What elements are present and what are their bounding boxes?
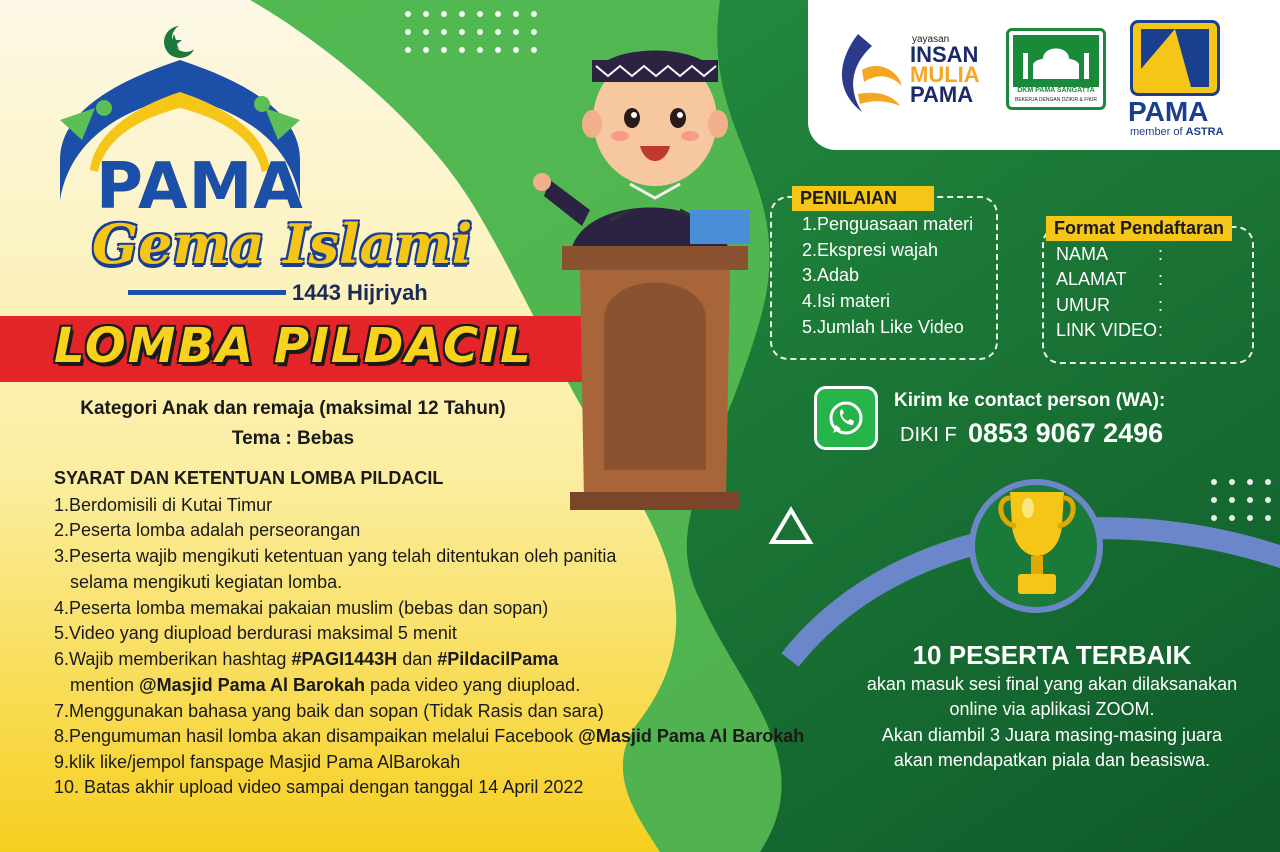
pama-astra-text: ASTRA (1185, 126, 1224, 138)
pama-member-label (1130, 126, 1224, 138)
penilaian-item: 5.Jumlah Like Video (802, 317, 964, 337)
category-text: Kategori Anak dan remaja (maksimal 12 Tahun) (80, 398, 506, 419)
format-field-age: UMUR (1056, 295, 1110, 315)
dkm-title: DKM PAMA SANGATTA (1017, 87, 1095, 94)
mention: @Masjid Pama Al Barokah (578, 726, 805, 746)
rule-item: 7.Menggunakan bahasa yang baik dan sopan (Tidak Rasis dan sara) (54, 701, 604, 721)
trophy-icon (996, 486, 1078, 600)
pama-logo (1130, 20, 1220, 96)
format-separator: : (1158, 320, 1164, 340)
rule-item: 5.Video yang diupload berdurasi maksimal 5 menit (54, 623, 457, 643)
format-separator: : (1158, 295, 1164, 315)
rule-text: 6.Wajib memberikan hashtag (54, 649, 292, 669)
whatsapp-icon (814, 386, 878, 450)
format-title: Format Pendaftaran (1046, 216, 1232, 241)
best-title: 10 PESERTA TERBAIK (912, 640, 1192, 670)
contact-label: Kirim ke contact person (WA): (894, 390, 1166, 411)
penilaian-title: PENILAIAN (792, 186, 934, 211)
rule-text: pada video yang diupload. (365, 675, 581, 695)
mosque-icon (1013, 35, 1099, 87)
rule-item-hashtag (54, 649, 558, 670)
logo-year: 1443 Hijriyah (292, 280, 428, 305)
yayasan-small-label: yayasan (912, 34, 950, 45)
whatsapp-glyph-icon (827, 399, 865, 437)
rule-item-facebook (54, 726, 804, 747)
star-crescent-icon (160, 22, 200, 62)
best-line: Akan diambil 3 Juara masing-masing juara (881, 725, 1223, 745)
rule-item: 9.klik like/jempol fanspage Masjid Pama AlBarokah (54, 752, 461, 772)
rule-item: 2.Peserta lomba adalah perseorangan (54, 520, 361, 540)
hashtag: #PAGI1443H (291, 649, 398, 669)
logo-divider (128, 290, 286, 295)
dkm-tagline: BEKERJA DENGAN DZIKIR & FIKIR (1015, 97, 1097, 103)
rule-text: dan (397, 649, 438, 669)
format-separator: : (1158, 244, 1164, 264)
best-line: akan masuk sesi final yang akan dilaksanakan (866, 674, 1238, 694)
rule-item-continued: selama mengikuti kegiatan lomba. (70, 572, 343, 592)
yayasan-line-pama: PAMA (910, 82, 974, 107)
format-field-video: LINK VIDEO (1056, 320, 1158, 340)
pama-emblem-icon (1141, 29, 1209, 87)
logo-event-title: Gema Islami (92, 212, 473, 276)
rule-text: mention (70, 675, 140, 695)
penilaian-item: 1.Penguasaan materi (802, 214, 974, 234)
rule-item: 4.Peserta lomba memakai pakaian muslim (bebas dan sopan) (54, 598, 549, 618)
best-line: online via aplikasi ZOOM. (949, 699, 1155, 719)
penilaian-item: 4.Isi materi (802, 291, 891, 311)
insan-mulia-logo-icon (828, 30, 906, 114)
rule-item: 3.Peserta wajib mengikuti ketentuan yang telah ditentukan oleh panitia (54, 546, 617, 566)
format-separator: : (1158, 269, 1164, 289)
pama-wordmark: PAMA (1128, 96, 1209, 127)
hashtag: #PildacilPama (437, 649, 559, 669)
triangle-icon (768, 506, 814, 546)
contact-name: DIKI F (900, 424, 957, 446)
penilaian-item: 2.Ekspresi wajah (802, 240, 939, 260)
pama-member-text: member of (1130, 126, 1186, 138)
rule-text: 8.Pengumuman hasil lomba akan disampaikan melalui Facebook (54, 726, 579, 746)
penilaian-item: 3.Adab (802, 265, 860, 285)
dkm-logo (1006, 28, 1106, 110)
mention: @Masjid Pama Al Barokah (139, 675, 366, 695)
theme-text: Tema : Bebas (231, 428, 355, 449)
format-field-name: NAMA (1056, 244, 1109, 264)
rule-item: 1.Berdomisili di Kutai Timur (54, 495, 273, 515)
logo-brand: PAMA (96, 150, 304, 224)
rule-item: 10. Batas akhir upload video sampai dengan tanggal 14 April 2022 (54, 777, 584, 797)
best-line: akan mendapatkan piala dan beasiswa. (893, 750, 1211, 770)
yayasan-line-mulia: MULIA (910, 62, 980, 87)
yayasan-line-insan: INSAN (910, 42, 979, 67)
format-field-address: ALAMAT (1056, 269, 1127, 289)
rules-heading: SYARAT DAN KETENTUAN LOMBA PILDACIL (54, 468, 444, 488)
rule-item-mention (70, 675, 580, 696)
contact-phone: 0853 9067 2496 (968, 418, 1164, 448)
preacher-illustration (530, 20, 770, 515)
banner-title: LOMBA PILDACIL (54, 318, 533, 374)
